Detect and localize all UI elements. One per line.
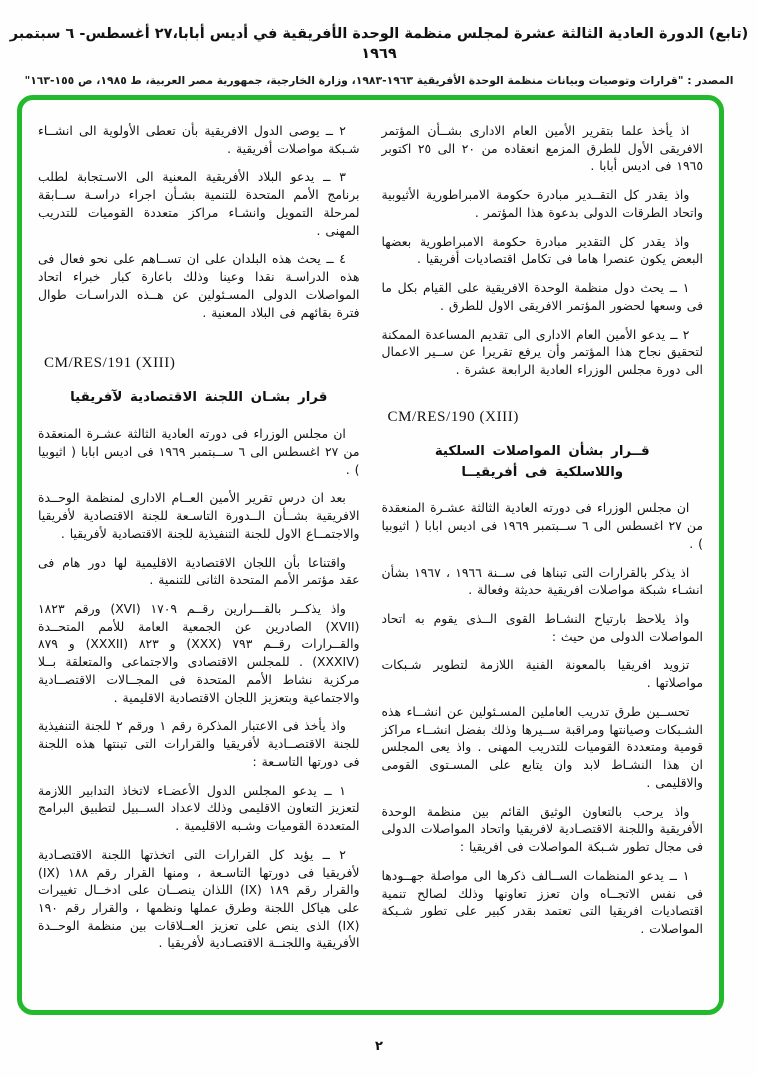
paragraph: واذ يرحب بالتعاون الوثيق القائم بين منظمة الوحدة الأفريقية واللجنة الاقتصـادية لافريقيا واتحاد المواصلات الدولى فى مجال تطور شـبكة المواصلات فى افريقيا : [381,803,703,855]
paragraph: تحســين طرق تدريب العاملين المسـئولين عن انشــاء هذه الشـبكات وصيانتها ومراقبة ســيرها وذلك بفضل انشــاء مراكز قومية ومتعددة القوميات للتدريب المهنى . واذ يعى المجلس ان هذا النشـاط لابد وان يتابع على المسـتوى القومى والاقليمى . [381,703,703,790]
paragraph: ٢ ــ يوصى الدول الافريقية بأن تعطى الأولوية الى انشــاء شـبكة مواصلات أفريقية . [38,123,360,156]
paragraph: ان مجلس الوزراء فى دورته العادية الثالثة عشـرة المنعقدة من ٢٧ اغسطس الى ٦ ســبتمبر ١٩٦٩ فى اديس ابابا ( اثيوبيا ) . [38,426,360,477]
paragraph: ٢ ــ يؤيد كل القرارات التى اتخذتها اللجنة الاقتصـادية لأفريقيا فى دورتها التاسـعة ، ومنها القرار رقم ١٨٨ (IX) والقرار رقم ١٨٩ (IX) اللذان ينصــان على ادخــال تغييرات على هياكل اللجنة وطرق عملها ونظمها ، والقرار رقم ١٩٠ (IX) الذى ينص على تعزيز العــلاقات بين منظمة الوحــدة الأفريقية واللجنــة الاقتصـادية لأفريقيا . [38,846,360,951]
paragraph: ٣ ــ يدعو البلاد الأفريقية المعنية الى الاسـتجابة لطلب برنامج الأمم المتحدة للتنمية بشـأن اجراء دراسـة ســابقة لمرحلة التمويل وانشـاء مراكز متعددة القوميات للتدريب المهنى . [38,169,360,238]
paragraph: ١ ــ يدعو المنظمات الســالف ذكرها الى مواصلة جهــودها فى نفس الاتجــاه وان تعزز تعاونها وذلك لصالح تنمية اقتصاديات افريقيا التى تعتمد بقدر كبير على تطور شـبكة المواصلات . [381,867,703,937]
paragraph: واذ يقدر كل التقــدير مبادرة حكومة الامبراطورية الأثيوبية واتحاد الطرقات الدولى بدعوة هذا المؤتمر . [381,187,703,220]
paragraph: تزويد افريقيا بالمعونة الفنية اللازمة لتطوير شـبكات مواصلاتها . [381,657,703,691]
paragraph: ان مجلس الوزراء فى دورته العادية الثالثة عشـرة المنعقدة من ٢٧ اغسطس الى ٦ ســبتمبر ١٩٦٩ فى اديس ابابا ( اثيوبيا ) . [381,500,703,551]
resolution-title [38,388,360,409]
paragraph: واذ يأخذ فى الاعتبار المذكرة رقم ١ ورقم ٢ للجنة التنفيذية للجنة الاقتصــادية لأفريقيا والقرارات التى تبنتها هذه اللجنة فى دورتها التاسـعة : [38,718,360,769]
paragraph: ٤ ــ يحث هذه البلدان على ان تســاهم على نحو فعال فى هذه الدراسـة نقدا وعينا وذلك باعارة كبار خبراء اتحاد المواصلات الدولى المسـئولين عن هــذه الدراسـات طوال فترة بقائهم فى البلاد المعنية . [38,251,360,320]
paragraph: واذ يذكــر بالقـــرارين رقــم ١٧٠٩ (XVI) ورقم ١٨٢٣ (XVII) الصادرين عن الجمعية العامة للأمم المتحــدة والقــرارات رقــم ٧٩٣ (XXX) و ٨٢٣ (XXXII) و ٨٧٩ (XXXIV) . للمجلس الاقتصادى والاجتماعى والمتعلقة بــلا مركزية نشاط الأمم المتحدة فى المجــالات الاقتصــادية والاجتماعية وبتعزيز اللجان الاقتصادية الاقليمية . [38,600,360,705]
page-header [0,0,758,87]
paragraph: ٢ ــ يدعو الأمين العام الادارى الى تقديم المساعدة الممكنة لتحقيق نجاح هذا المؤتمر وأن يرفع تقريرا عن ســير الاعمال الى دورة مجلس الوزراء العادية الرابعة عشرة . [381,326,703,378]
page-number: ٢ [375,1039,383,1054]
resolution-title-line: قرار بشـان اللجنة الاقتصادية لآفريقيا [70,390,328,406]
paragraph: واذ يقدر كل التقدير مبادرة حكومة الامبراطورية بعضها البعض يكون عنصرا هاما فى تكامل اقتصاديات أفريقيا . [381,233,703,267]
resolution-number-cm-res-191: CM/RES/191 (XIII) [44,355,176,372]
column-right [382,122,704,992]
paragraph: اذ يذكر بالقرارات التى تبناها فى ســنة ١٩٦٦ ، ١٩٦٧ بشأن انشـاء شبكة مواصلات افريقية حديثة وفعالة . [381,564,703,598]
paragraph: ١ ــ يحث دول منظمة الوحدة الافريقية على القيام بكل ما فى وسعها لحضور المؤتمر الافريقى الاول للطرق . [381,280,703,313]
paragraph: واذ يلاحظ بارتياح النشـاط القوى الــذى يقوم به اتحاد المواصلات الدولى من حيث : [381,611,703,644]
resolution-title-line: واللاسلكية فى أفريقيــا [461,464,624,480]
paragraph: ١ ــ يدعو المجلس الدول الأعضـاء لاتخاذ التدابير اللازمة لتعزيز التعاون الاقليمى وذلك لاعداد الســبيل لتطبيق البرامج المتعددة القوميات وشـبه الاقليمية . [38,782,360,834]
resolution-title-line: قــرار بشأن المواصلات السلكية [434,443,650,459]
session-title: (تابع) الدورة العادية الثالثة عشرة لمجلس منظمة الوحدة الأفريقية في أديس أبابا،٢٧ أغسطس- ٦ سبتمبر ١٩٦٩ [9,26,749,63]
resolution-title [382,442,704,484]
paragraph: واقتناعا بأن اللجان الاقتصادية الاقليمية لها دور هام فى عقد مؤتمر الأمم المتحدة الثانى للتنمية . [38,554,360,588]
paragraph: بعد ان درس تقرير الأمين العــام الادارى لمنظمة الوحــدة الافريقية بشــأن الــدورة التاسـعة للجنة الاقتصادية لأفريقيا والاجتمــاع الاول للجنة التنفيذية للجنة الاقتصادية لأفريقيا . [38,490,360,541]
column-left [38,122,360,992]
source-citation: المصدر : "قرارات وتوصيات وبيانات منظمة الوحدة الأفريقية ١٩٦٣-١٩٨٣، وزارة الخارجية، جمهورية مصر العربية، ط ١٩٨٥، ص ١٥٥-١٦٣" [24,73,734,87]
resolution-number-cm-res-190: CM/RES/190 (XIII) [387,408,519,425]
content-frame [17,95,724,1015]
paragraph: اذ يأخذ علما بتقرير الأمين العام الادارى بشــأن المؤتمر الافريقى الأول للطرق المزمع انعقاده من ٢٠ الى ٢٥ اكتوبر ١٩٦٥ فى اديس أبابا . [381,123,703,174]
two-column-layout [38,122,703,992]
